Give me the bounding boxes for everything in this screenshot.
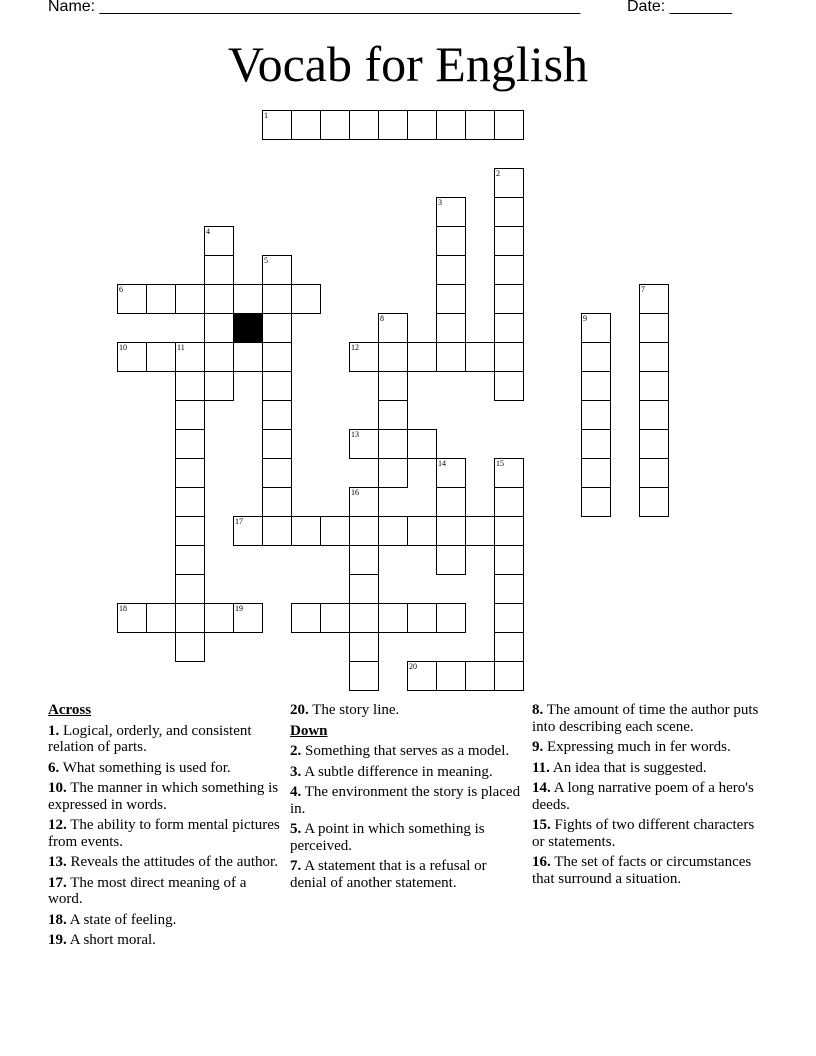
crossword-cell[interactable] (378, 313, 408, 343)
crossword-cell[interactable] (204, 313, 234, 343)
crossword-cell[interactable] (262, 400, 292, 430)
clue-text: The most direct meaning of a word. (48, 874, 247, 907)
crossword-cell[interactable] (639, 371, 669, 401)
crossword-cell[interactable] (436, 458, 466, 488)
clue-number: 8. (532, 702, 544, 718)
crossword-cell[interactable] (378, 371, 408, 401)
clue-number-label: 3 (438, 198, 442, 207)
clue-number-label: 14 (438, 459, 446, 468)
crossword-cell[interactable] (204, 226, 234, 256)
crossword-cell[interactable] (436, 255, 466, 285)
across-heading: Across (48, 702, 92, 718)
crossword-cell[interactable] (204, 255, 234, 285)
clue-number: 17. (48, 874, 67, 891)
crossword-cell[interactable] (175, 632, 205, 662)
clue-text: The set of facts or circumstances that surround a situation. (532, 854, 752, 887)
clue-number: 4. (290, 784, 302, 800)
crossword-cell[interactable] (349, 342, 379, 372)
down-clue (532, 780, 764, 813)
clue-text: The manner in which something is expressed in words. (48, 780, 279, 813)
crossword-cell[interactable] (494, 197, 524, 227)
crossword-cell[interactable] (349, 661, 379, 691)
crossword-cell[interactable] (146, 342, 176, 372)
crossword-cell[interactable] (581, 487, 611, 517)
crossword-cell[interactable] (436, 226, 466, 256)
clue-text: A state of feeling. (69, 911, 177, 928)
clue-number-label: 8 (380, 314, 384, 323)
clue-number: 19. (48, 932, 67, 948)
crossword-cell[interactable] (378, 603, 408, 633)
crossword-cell[interactable] (291, 603, 321, 633)
crossword-cell[interactable] (407, 603, 437, 633)
black-cell (233, 313, 263, 343)
down-clue (290, 764, 522, 781)
crossword-cell[interactable] (639, 429, 669, 459)
crossword-cell[interactable] (349, 110, 379, 140)
down-clue (532, 760, 764, 777)
clue-number: 7. (290, 858, 302, 874)
crossword-cell[interactable] (639, 400, 669, 430)
clue-number: 1. (48, 722, 60, 739)
crossword-cell[interactable] (494, 458, 524, 488)
crossword-cell[interactable] (581, 400, 611, 430)
across-clue (48, 817, 280, 850)
crossword-cell[interactable] (494, 603, 524, 633)
across-clue (48, 932, 280, 949)
clue-text: The story line. (312, 702, 400, 718)
crossword-cell[interactable] (262, 284, 292, 314)
crossword-cell[interactable] (581, 313, 611, 343)
crossword-cell[interactable] (262, 342, 292, 372)
crossword-cell[interactable] (494, 226, 524, 256)
clue-number-label: 15 (496, 459, 504, 468)
down-clue (532, 817, 764, 850)
crossword-cell[interactable] (465, 516, 495, 546)
down-clue (290, 858, 522, 891)
crossword-cell[interactable] (436, 545, 466, 575)
crossword-cell[interactable] (378, 458, 408, 488)
crossword-cell[interactable] (349, 487, 379, 517)
crossword-cell[interactable] (175, 603, 205, 633)
crossword-cell[interactable] (175, 429, 205, 459)
crossword-cell[interactable] (320, 110, 350, 140)
clue-number-label: 18 (119, 604, 127, 613)
crossword-cell[interactable] (175, 574, 205, 604)
down-clue (290, 743, 522, 760)
crossword-cell[interactable] (349, 429, 379, 459)
down-heading: Down (290, 722, 328, 739)
page-title: Vocab for English (227, 36, 589, 92)
clue-number-label: 16 (351, 488, 359, 497)
crossword-cell[interactable] (494, 661, 524, 691)
crossword-cell[interactable] (262, 516, 292, 546)
crossword-cell[interactable] (262, 429, 292, 459)
crossword-cell[interactable] (436, 661, 466, 691)
clue-number-label: 13 (351, 430, 359, 439)
clue-number: 6. (48, 759, 60, 776)
across-clue (48, 912, 280, 929)
crossword-cell[interactable] (291, 516, 321, 546)
down-clue (532, 854, 764, 887)
crossword-cell[interactable] (407, 661, 437, 691)
clue-text: What something is used for. (62, 759, 231, 776)
crossword-cell[interactable] (465, 342, 495, 372)
crossword-cell[interactable] (175, 284, 205, 314)
clue-number: 16. (532, 854, 551, 870)
crossword-cell[interactable] (494, 574, 524, 604)
crossword-cell[interactable] (349, 632, 379, 662)
crossword-cell[interactable] (494, 516, 524, 546)
crossword-cell[interactable] (146, 284, 176, 314)
crossword-cell[interactable] (407, 429, 437, 459)
down-clue (532, 739, 764, 756)
crossword-cell[interactable] (436, 197, 466, 227)
crossword-cell[interactable] (204, 342, 234, 372)
crossword-cell[interactable] (581, 342, 611, 372)
crossword-cell[interactable] (378, 342, 408, 372)
clue-number-label: 7 (641, 285, 645, 294)
clue-number-label: 12 (351, 343, 359, 352)
crossword-cell[interactable] (262, 255, 292, 285)
crossword-cell[interactable] (175, 545, 205, 575)
clue-number: 13. (48, 854, 67, 870)
across-clue (290, 702, 522, 719)
clue-column-2 (290, 702, 522, 895)
crossword-cell[interactable] (436, 342, 466, 372)
clue-number-label: 11 (177, 343, 185, 352)
clue-number-label: 10 (119, 343, 127, 352)
crossword-cell[interactable] (175, 400, 205, 430)
across-clue (48, 760, 280, 777)
across-clue (48, 875, 280, 908)
crossword-cell[interactable] (349, 603, 379, 633)
clue-text: Fights of two different characters or statements. (532, 817, 755, 850)
clue-text: A point in which something is perceived. (290, 821, 485, 854)
crossword-cell[interactable] (436, 284, 466, 314)
clue-number: 14. (532, 780, 551, 796)
clue-number-label: 20 (409, 662, 417, 671)
crossword-cell[interactable] (262, 458, 292, 488)
clue-number-label: 9 (583, 314, 587, 323)
clue-text: A long narrative poem of a hero's deeds. (532, 780, 754, 813)
clue-number-label: 5 (264, 256, 268, 265)
crossword-cell[interactable] (494, 487, 524, 517)
clue-number: 5. (290, 821, 302, 837)
clue-text: A statement that is a refusal or denial of another statement. (290, 858, 487, 891)
clue-text: Reveals the attitudes of the author. (70, 854, 278, 870)
crossword-cell[interactable] (175, 458, 205, 488)
clue-number-label: 1 (264, 111, 268, 120)
crossword-cell[interactable] (581, 458, 611, 488)
clue-column-1 (48, 702, 280, 953)
crossword-cell[interactable] (233, 516, 263, 546)
crossword-cell[interactable] (407, 342, 437, 372)
crossword-cell[interactable] (233, 342, 263, 372)
crossword-cell[interactable] (320, 516, 350, 546)
clue-number: 3. (290, 763, 302, 780)
crossword-cell[interactable] (639, 458, 669, 488)
crossword-cell[interactable] (436, 516, 466, 546)
crossword-cell[interactable] (639, 284, 669, 314)
crossword-cell[interactable] (407, 516, 437, 546)
clue-text: The ability to form mental pictures from events. (48, 817, 280, 850)
crossword-cell[interactable] (465, 110, 495, 140)
clue-number: 18. (48, 911, 67, 928)
clue-number: 2. (290, 743, 302, 759)
crossword-cell[interactable] (494, 313, 524, 343)
across-clue (48, 854, 280, 871)
name-line: Name: ______________________________________________________ (48, 0, 581, 15)
crossword-cell[interactable] (262, 371, 292, 401)
clue-number: 11. (532, 759, 550, 776)
crossword-cell[interactable] (117, 284, 147, 314)
crossword-cell[interactable] (291, 110, 321, 140)
crossword-cell[interactable] (494, 632, 524, 662)
down-clue (290, 784, 522, 817)
crossword-cell[interactable] (262, 313, 292, 343)
crossword-cell[interactable] (581, 371, 611, 401)
crossword-cell[interactable] (262, 110, 292, 140)
crossword-cell[interactable] (494, 255, 524, 285)
crossword-cell[interactable] (378, 110, 408, 140)
across-clue (48, 780, 280, 813)
crossword-cell[interactable] (349, 545, 379, 575)
crossword-cell[interactable] (494, 342, 524, 372)
clue-text: Logical, orderly, and consistent relation of parts. (48, 722, 252, 755)
clue-number-label: 19 (235, 604, 243, 613)
clue-number-label: 6 (119, 285, 123, 294)
crossword-cell[interactable] (407, 110, 437, 140)
crossword-cell[interactable] (639, 487, 669, 517)
clue-number: 20. (290, 702, 309, 718)
crossword-cell[interactable] (494, 545, 524, 575)
crossword-cell[interactable] (233, 284, 263, 314)
clue-column-3 (532, 702, 764, 891)
down-clue (532, 702, 764, 735)
crossword-cell[interactable] (320, 603, 350, 633)
crossword-cell[interactable] (436, 110, 466, 140)
clue-number-label: 2 (496, 169, 500, 178)
crossword-cell[interactable] (175, 516, 205, 546)
clue-text: Expressing much in fer words. (547, 739, 731, 755)
clue-number-label: 4 (206, 227, 210, 236)
crossword-cell[interactable] (175, 342, 205, 372)
crossword-cell[interactable] (204, 284, 234, 314)
clue-text: Something that serves as a model. (305, 743, 510, 759)
crossword-cell[interactable] (581, 429, 611, 459)
crossword-cell[interactable] (436, 487, 466, 517)
crossword-cell[interactable] (175, 487, 205, 517)
clue-text: An idea that is suggested. (552, 759, 707, 776)
across-clue (48, 723, 280, 756)
clue-number: 12. (48, 817, 67, 833)
crossword-cell[interactable] (494, 284, 524, 314)
date-line: Date: _______ (627, 0, 732, 15)
crossword-cell[interactable] (291, 284, 321, 314)
clue-text: The environment the story is placed in. (290, 784, 521, 817)
crossword-cell[interactable] (262, 487, 292, 517)
crossword-cell[interactable] (436, 603, 466, 633)
crossword-cell[interactable] (378, 400, 408, 430)
crossword-cell[interactable] (117, 342, 147, 372)
clue-number: 15. (532, 817, 551, 833)
clue-text: A short moral. (69, 932, 156, 948)
clue-number-label: 17 (235, 517, 243, 526)
crossword-cell[interactable] (349, 574, 379, 604)
crossword-cell[interactable] (204, 371, 234, 401)
crossword-cell[interactable] (175, 371, 205, 401)
crossword-cell[interactable] (494, 110, 524, 140)
crossword-cell[interactable] (436, 313, 466, 343)
down-clue (290, 821, 522, 854)
clue-number: 9. (532, 739, 544, 755)
crossword-cell[interactable] (494, 371, 524, 401)
crossword-cell[interactable] (639, 313, 669, 343)
crossword-cell[interactable] (639, 342, 669, 372)
crossword-cell[interactable] (204, 603, 234, 633)
clue-text: A subtle difference in meaning. (304, 763, 493, 780)
clue-text: The amount of time the author puts into describing each scene. (532, 702, 759, 735)
crossword-cell[interactable] (117, 603, 147, 633)
crossword-cell[interactable] (233, 603, 263, 633)
crossword-cell[interactable] (465, 661, 495, 691)
crossword-cell[interactable] (146, 603, 176, 633)
clue-number: 10. (48, 780, 67, 796)
crossword-cell[interactable] (494, 168, 524, 198)
crossword-cell[interactable] (378, 516, 408, 546)
crossword-cell[interactable] (378, 429, 408, 459)
